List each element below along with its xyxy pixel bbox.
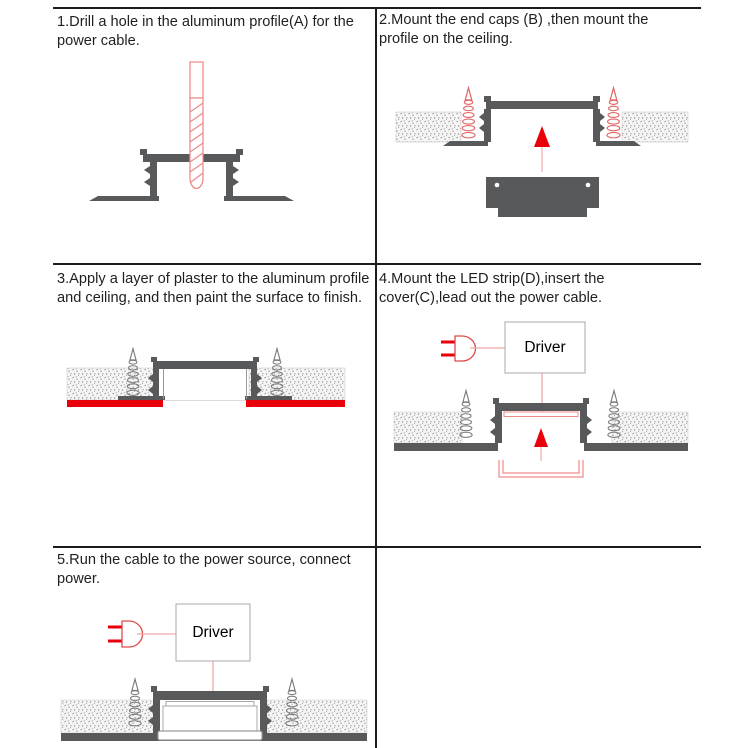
step2-line1: 2.Mount the end caps (B) ,then mount the [379,12,649,28]
step1-diagram [60,55,320,255]
step5-diagram [55,600,375,748]
up-arrow-icon [534,126,550,172]
step2-line2: profile on the ceiling. [379,31,513,47]
driver-label: Driver [524,338,566,356]
screw-icon [608,391,620,438]
grid-vline-center [375,7,377,748]
screw-icon [462,88,475,138]
screw-icon [271,349,283,396]
step4-text [379,270,604,308]
screw-icon [127,349,139,396]
step3-line1: 3.Apply a layer of plaster to the aluminum profile [57,271,370,287]
profile-cover [158,706,262,740]
led-strip [166,702,254,707]
channel-inner-lines [164,369,247,401]
driver-box [176,604,250,661]
profile-cover [499,460,583,477]
screw-icon [286,679,298,726]
step2-diagram [380,75,700,235]
ceiling-texture [67,368,345,400]
end-cap [486,177,599,217]
step2-text [379,11,648,49]
driver-label: Driver [192,623,234,641]
led-strip [504,412,578,417]
grid-hline-top [53,7,701,9]
step3-text [57,270,369,308]
step5-line1: 5.Run the cable to the power source, connect [57,552,351,568]
step4-diagram [390,318,700,496]
step5-text [57,551,351,589]
grid-hline-bottom [53,546,701,548]
step3-line2: and ceiling, and then paint the surface to finish. [57,290,363,306]
screw-icon [129,679,141,726]
step1-line2: power cable. [57,33,140,49]
step4-line2: cover(C),lead out the power cable. [379,290,603,306]
step1-text [57,13,354,51]
drill-icon [190,62,203,189]
step1-line1: 1.Drill a hole in the aluminum profile(A) for the [57,14,354,30]
plaster-layer [67,400,345,407]
driver-box [505,322,585,373]
up-arrow-icon [534,428,548,461]
screw-icon [607,88,620,138]
step4-line1: 4.Mount the LED strip(D),insert the [379,271,605,287]
step5-line2: power. [57,571,100,587]
grid-hline-middle [53,263,701,265]
screw-icon [460,391,472,438]
step3-diagram [55,330,355,430]
